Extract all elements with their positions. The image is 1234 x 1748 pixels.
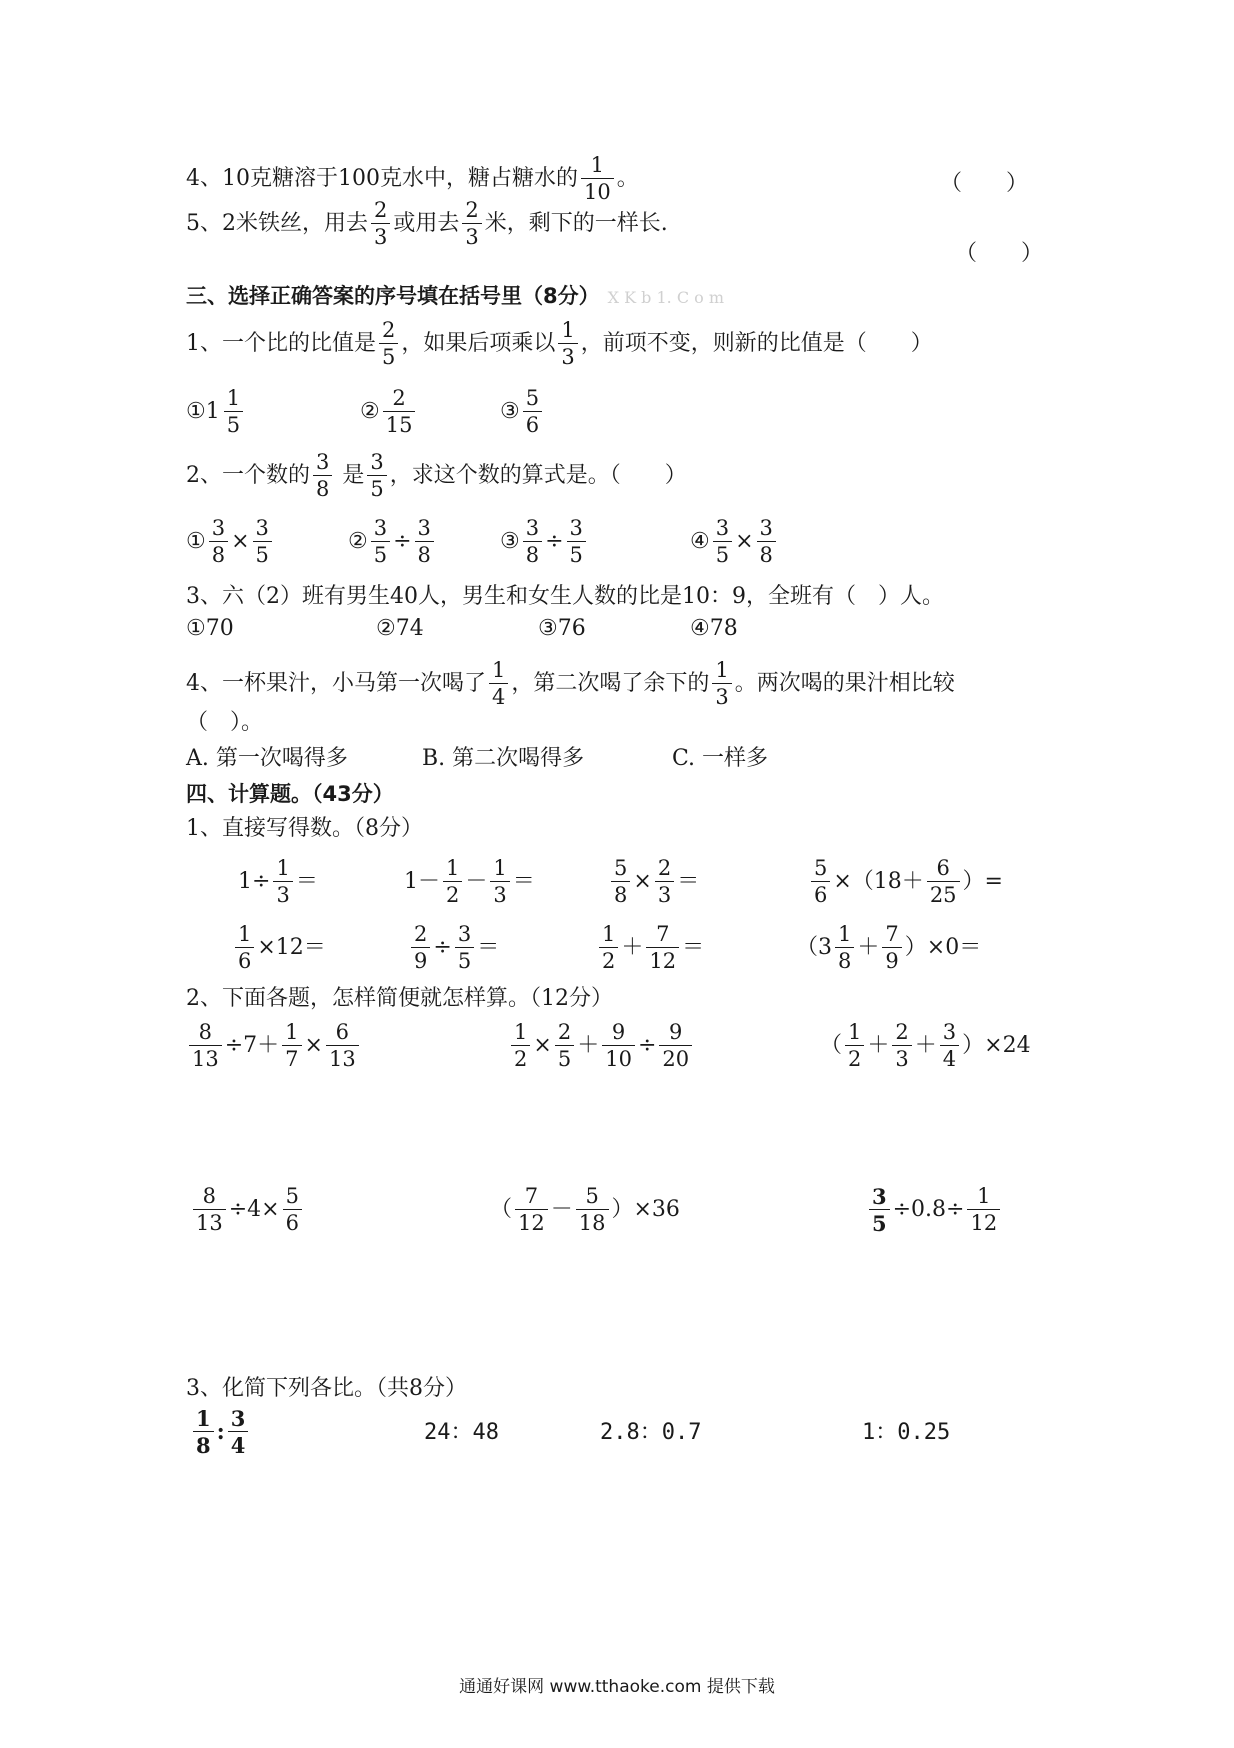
choice-3-option-2: ②74 (376, 616, 424, 641)
choice-3-option-4: ④78 (690, 616, 738, 641)
calc-2-3: （ 1 2 ＋ 2 3 ＋ 3 4 ）×24 (820, 1020, 1031, 1071)
watermark: X K b 1. C o m (607, 288, 725, 307)
choice-3-option-3: ③76 (538, 616, 586, 641)
choice-4-option-c: C. 一样多 (672, 746, 769, 771)
part-3-title: 3、化简下列各比。（共8分） (186, 1376, 467, 1401)
choice-1-option-2: ② 2 15 (360, 388, 418, 436)
choice-question-1: 1、一个比的比值是 $\frac{2}{5}$ ，如果后项乘以 $\frac{1}{3}$ ，前项不变，则新的比值是（ ） (186, 318, 933, 369)
choice-2-option-2: ② $\frac{3}{5}$ ÷ $\frac{3}{8}$ (348, 518, 437, 566)
ratio-1: 1 8 : 3 4 (190, 1408, 251, 1456)
section-3-title: 三、选择正确答案的序号填在括号里（8分） X K b 1. C o m (186, 284, 725, 308)
choice-2-option-3: ③ $\frac{3}{8}$ ÷ $\frac{3}{5}$ (500, 518, 589, 566)
page-footer: 通通好课网 www.tthaoke.com 提供下载 (459, 1677, 775, 1697)
part-1-title: 1、直接写得数。（8分） (186, 816, 423, 841)
choice-1-option-1: ① 1 1 5 (186, 388, 246, 436)
calc-1-6: $\frac{2}{9}$ ÷ $\frac{3}{5}$ ＝ (408, 924, 499, 972)
calc-2-4: $\frac{8}{13}$ ÷4× $\frac{5}{6}$ (190, 1186, 305, 1234)
answer-paren: （ ） (940, 171, 1029, 196)
tf-question-4: 4、10克糖溶于100克水中，糖占糖水的 $\frac{1}{10}$ 。 (186, 153, 639, 204)
ratio-4: 1：0.25 (862, 1420, 951, 1445)
calc-1-5: $\frac{1}{6}$ ×12＝ (232, 924, 326, 972)
choice-4-option-b: B. 第二次喝得多 (422, 746, 585, 771)
calc-1-7: 1 2 ＋ 7 12 ＝ (596, 924, 704, 972)
calc-1-8: （3 1 8 ＋ 7 9 ）×0＝ (796, 922, 982, 973)
ratio-2: 24：48 (424, 1420, 499, 1445)
choice-4-option-a: A. 第一次喝得多 (186, 746, 348, 771)
choice-question-2: 2、一个数的 $\frac{3}{8}$ 是 $\frac{3}{5}$ ，求这个数的算式是。（ ） (186, 450, 687, 501)
ratio-3: 2.8：0.7 (600, 1420, 702, 1445)
choice-3-option-1: ①70 (186, 616, 234, 641)
calc-1-4: $\frac{5}{6}$ ×（18＋ 6 25 ）= (808, 858, 1003, 906)
choice-1-option-3: ③ 5 6 (500, 388, 545, 436)
calc-2-1: $\frac{8}{13}$ ÷7＋ $\frac{1}{7}$ × $\frac{6}{13}$ (186, 1022, 362, 1070)
choice-question-4-cont: （ ）。 (186, 710, 264, 735)
calc-1-1: 1÷ $\frac{1}{3}$ ＝ (238, 856, 318, 907)
tf-question-5: 5、2米铁丝，用去 $\frac{2}{3}$ 或用去 $\frac{2}{3}$ 米，剩下的一样长. (186, 198, 668, 249)
calc-1-3: $\frac{5}{8}$ × $\frac{2}{3}$ ＝ (608, 858, 699, 906)
choice-2-option-1: ① $\frac{3}{8}$ × $\frac{3}{5}$ (186, 518, 275, 566)
section-4-title: 四、计算题。（43分） (186, 782, 394, 806)
calc-2-5: （ 7 12 － 5 18 ）×36 (490, 1184, 680, 1235)
calc-2-2: $\frac{1}{2}$ × $\frac{2}{5}$ ＋ $\frac{9}{10}$ ÷ $\frac{9}{20}$ (508, 1022, 695, 1070)
choice-question-4: 4、一杯果汁，小马第一次喝了 $\frac{1}{4}$ ，第二次喝了余下的 $\frac{1}{3}$ 。两次喝的果汁相比较 (186, 658, 955, 709)
calc-2-6: $\frac{3}{5}$ ÷0.8÷ $\frac{1}{12}$ (866, 1186, 1003, 1234)
choice-2-option-4: ④ $\frac{3}{5}$ × $\frac{3}{8}$ (690, 518, 779, 566)
calc-1-2: 1－ 1 2 － 1 3 ＝ (404, 856, 535, 907)
answer-paren: （ ） (955, 241, 1044, 266)
part-2-title: 2、下面各题，怎样简便就怎样算。（12分） (186, 986, 613, 1011)
choice-question-3: 3、六（2）班有男生40人，男生和女生人数的比是10：9，全班有（ ）人。 (186, 584, 944, 609)
